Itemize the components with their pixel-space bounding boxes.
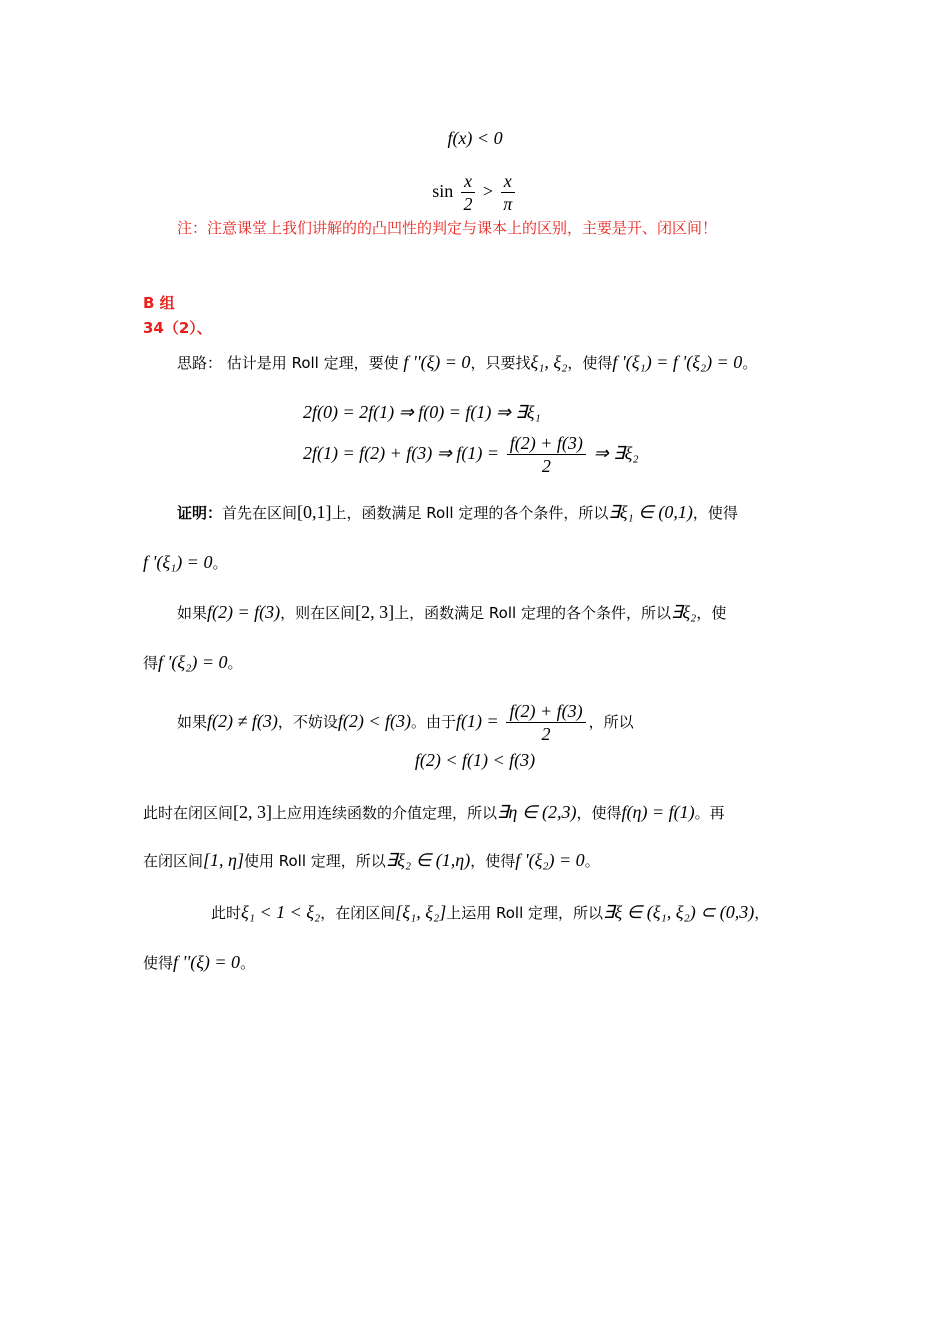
proof-paragraph-1-cont: f '(ξ₁) = 0。 bbox=[143, 552, 228, 572]
derivation-line-1: 2f(0) = 2f(1) ⇒ f(0) = f(1) ⇒ ∃ξ₁ bbox=[303, 402, 541, 422]
inequality-chain: f(2) < f(1) < f(3) bbox=[414, 750, 536, 770]
proof-paragraph-7: 使得f ''(ξ) = 0。 bbox=[143, 952, 256, 972]
proof-paragraph-4: 此时在闭区间[2, 3]上应用连续函数的介值定理，所以∃η ∈ (2,3)，使得f(η) = f(1)。再 bbox=[143, 802, 725, 822]
note-text: 注：注意课堂上我们讲解的的凸凹性的判定与课本上的区别，主要是开、闭区间！ bbox=[177, 219, 718, 237]
proof-paragraph-2: 如果f(2) = f(3)，则在区间[2, 3]上，函数满足 Roll 定理的各个条件，所以∃ξ₂，使 bbox=[177, 602, 727, 622]
proof-paragraph-3: 如果f(2) ≠ f(3)，不妨设f(2) < f(3)。由于f(1) = $\frac{f(2) + f(3)}{2}$ ，所以 bbox=[177, 701, 634, 744]
inequality-fx: f(x) < 0 bbox=[447, 128, 503, 148]
fraction: $\frac{f(2) + f(3)}{2}$ bbox=[506, 700, 585, 745]
fraction: $\frac{x}{2}$ bbox=[461, 170, 475, 215]
fraction: $\frac{f(2) + f(3)}{2}$ bbox=[507, 432, 586, 477]
idea-paragraph: 思路： 估计是用 Roll 定理，要使 f ''(ξ) = 0，只要找ξ₁, ξ₂，使得f '(ξ₁) = f '(ξ₂) = 0。 bbox=[177, 352, 758, 372]
problem-number: 34（2）、 bbox=[143, 319, 212, 337]
fraction: $\frac{x}{\pi}$ bbox=[501, 170, 515, 215]
inequality-sin: sin $\frac{x}{2}$ > $\frac{x}{\pi}$ bbox=[0, 170, 950, 215]
proof-paragraph-1: 证明：首先在区间[0,1]上，函数满足 Roll 定理的各个条件，所以∃ξ₁ ∈ (0,1)，使得 bbox=[177, 502, 738, 522]
derivation-line-2: 2f(1) = f(2) + f(3) ⇒ f(1) = $\frac{f(2) + f(3)}{2}$ ⇒ ∃ξ₂ bbox=[303, 433, 639, 476]
proof-paragraph-6: 此时ξ₁ < 1 < ξ₂，在闭区间[ξ₁, ξ₂]上运用 Roll 定理，所以∃ξ ∈ (ξ₁, ξ₂) ⊂ (0,3)， bbox=[211, 902, 770, 922]
proof-paragraph-2-cont: 得f '(ξ₂) = 0。 bbox=[143, 652, 243, 672]
proof-paragraph-5: 在闭区间[1, η]使用 Roll 定理，所以∃ξ₂ ∈ (1,η)，使得f '(ξ₂) = 0。 bbox=[143, 850, 600, 870]
group-title: B 组 bbox=[143, 294, 175, 312]
